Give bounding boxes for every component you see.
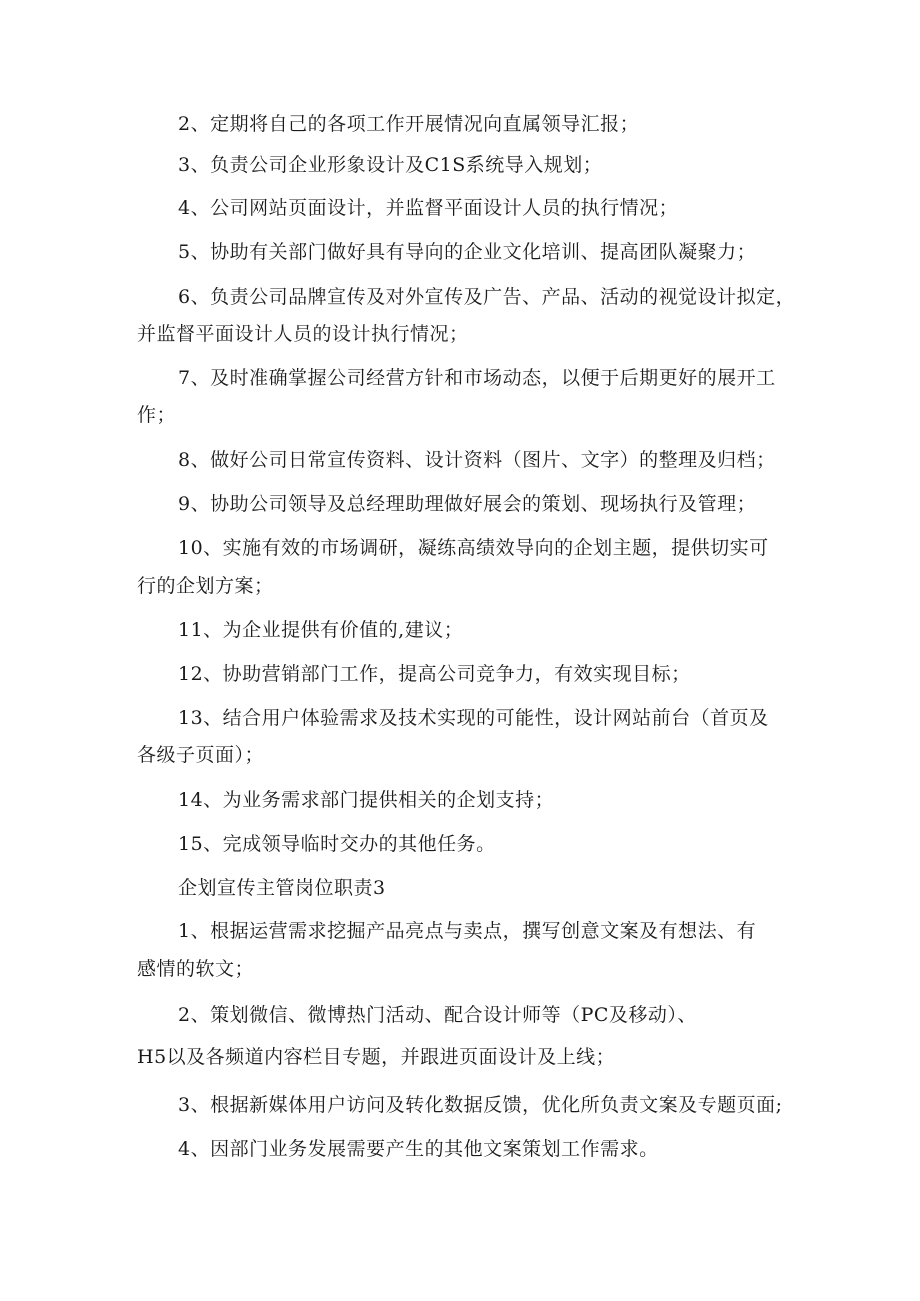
paragraph-line: 8、做好公司日常宣传资料、设计资料（图片、文字）的整理及归档；	[178, 449, 776, 471]
paragraph-line: 14、为业务需求部门提供相关的企划支持；	[178, 789, 555, 811]
paragraph-line: H5以及各频道内容栏目专题，并跟进页面设计及上线；	[137, 1046, 616, 1068]
paragraph-line: 各级子页面）；	[137, 744, 265, 766]
paragraph-line: 7、及时准确掌握公司经营方针和市场动态，以便于后期更好的展开工	[178, 367, 776, 389]
paragraph-line: 3、根据新媒体用户访问及转化数据反馈，优化所负责文案及专题页面;	[178, 1094, 783, 1116]
paragraph-line: 2、定期将自己的各项工作开展情况向直属领导汇报；	[178, 113, 640, 135]
paragraph-line: 5、协助有关部门做好具有导向的企业文化培训、提高团队凝聚力；	[178, 241, 757, 263]
paragraph-line: 12、协助营销部门工作，提高公司竞争力，有效实现目标；	[178, 663, 691, 685]
paragraph-line: 2、策划微信、微博热门活动、配合设计师等（PC及移动）、	[178, 1004, 697, 1026]
paragraph-line: 1、根据运营需求挖掘产品亮点与卖点，撰写创意文案及有想法、有	[178, 920, 757, 942]
paragraph-line: 3、负责公司企业形象设计及C1S系统导入规划；	[178, 154, 603, 176]
paragraph-line: 13、结合用户体验需求及技术实现的可能性，设计网站前台（首页及	[178, 707, 769, 729]
paragraph-line: 并监督平面设计人员的设计执行情况；	[137, 323, 469, 345]
paragraph-line: 15、完成领导临时交办的其他任务。	[178, 833, 496, 855]
paragraph-line: 11、为企业提供有价值的,建议；	[178, 619, 464, 641]
paragraph-line: 4、公司网站页面设计，并监督平面设计人员的执行情况；	[178, 197, 679, 219]
paragraph-line: 10、实施有效的市场调研，凝练高绩效导向的企划主题，提供切实可	[178, 537, 769, 559]
section-heading: 企划宣传主管岗位职责3	[178, 877, 386, 899]
paragraph-line: 6、负责公司品牌宣传及对外宣传及广告、产品、活动的视觉设计拟定，	[178, 286, 796, 308]
paragraph-line: 9、协助公司领导及总经理助理做好展会的策划、现场执行及管理；	[178, 493, 757, 515]
paragraph-line: 4、因部门业务发展需要产生的其他文案策划工作需求。	[178, 1138, 659, 1160]
paragraph-line: 作；	[137, 404, 177, 426]
paragraph-line: 行的企划方案；	[137, 575, 274, 597]
paragraph-line: 感情的软文；	[137, 958, 255, 980]
